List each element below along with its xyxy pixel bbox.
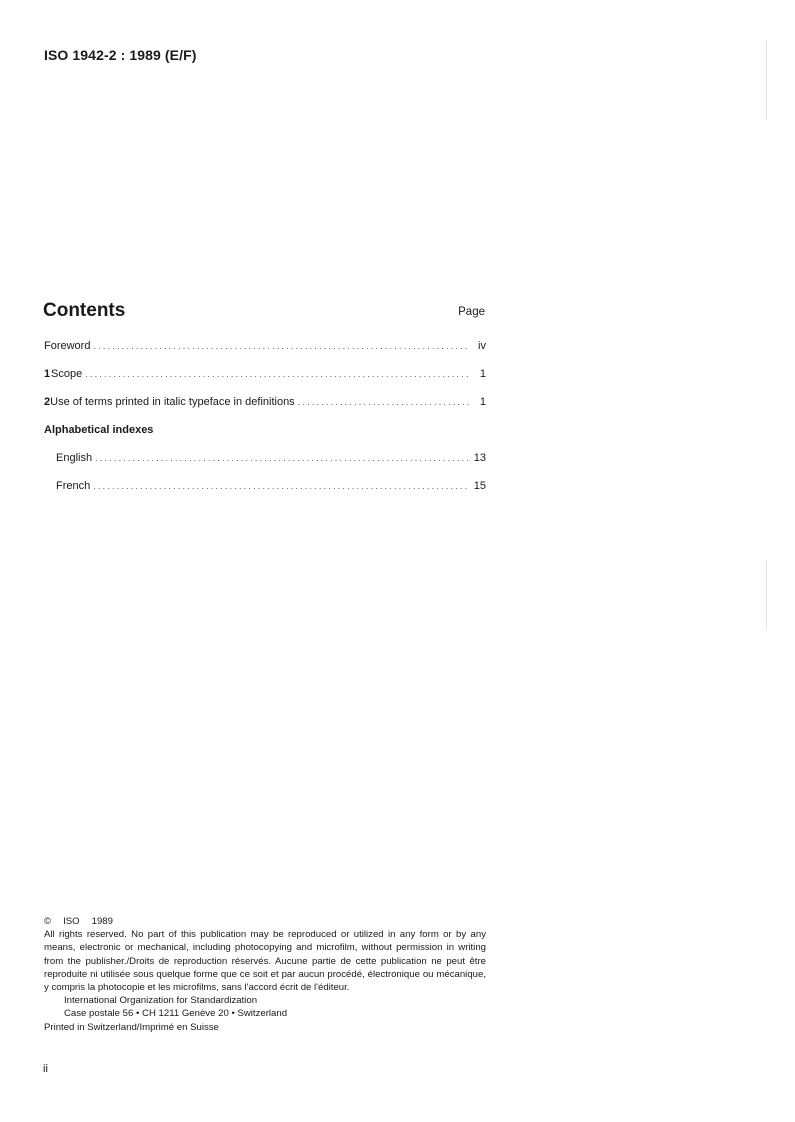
toc-entry-italic-terms[interactable] <box>44 396 486 412</box>
toc-entry-english-index[interactable] <box>56 452 486 468</box>
toc-entry-title: English <box>56 452 93 464</box>
toc-entry-number: 1 <box>44 368 51 380</box>
scan-edge-mark <box>766 40 767 120</box>
toc-entry-french-index[interactable] <box>56 480 486 496</box>
toc-entry-page: 15 <box>473 480 486 492</box>
page-number: ii <box>43 1063 48 1075</box>
copyright-org: ISO <box>63 916 80 927</box>
toc-dot-leader <box>95 453 469 463</box>
contents-title: Contents <box>43 300 126 321</box>
toc-dot-leader <box>298 397 469 407</box>
toc-entry-title: French <box>56 480 91 492</box>
copyright-line <box>44 915 486 928</box>
organization-address: Case postale 56 • CH 1211 Genève 20 • Switzerland <box>64 1008 288 1020</box>
page-column-label: Page <box>458 306 485 318</box>
toc-dot-leader <box>85 369 469 379</box>
printed-in-notice: Printed in Switzerland/Imprimé en Suisse <box>44 1021 219 1033</box>
toc-entry-foreword[interactable] <box>44 340 486 356</box>
toc-entry-title: Foreword <box>44 340 91 352</box>
organization-name: International Organization for Standardization <box>64 995 258 1007</box>
toc-entry-page: 13 <box>473 452 486 464</box>
alphabetical-indexes-heading: Alphabetical indexes <box>44 424 154 436</box>
toc-dot-leader <box>93 481 469 491</box>
copyright-symbol: © <box>44 916 52 927</box>
toc-entry-page: iv <box>478 340 486 352</box>
document-standard-id: ISO 1942-2 : 1989 (E/F) <box>44 47 197 63</box>
toc-entry-scope[interactable] <box>44 368 486 384</box>
toc-entry-number: 2 <box>44 396 51 408</box>
copyright-block <box>44 915 486 1034</box>
scan-edge-mark <box>766 560 767 630</box>
rights-notice: All rights reserved. No part of this publication may be reproduced or utilized in any form or by any means, electronic or mechanical, including photocopying and microfilm, without permission in writing from the publisher./Droits de reproduction réservés. Aucune partie de cette publication ne peut être reproduite ni utilisée sous quelque forme que ce soit et par aucun procédé, électronique ou mécanique, y compris la photocopie et les microfilms, sans l'accord écrit de l'éditeur. <box>44 929 486 994</box>
toc-entry-title: Scope <box>51 368 83 380</box>
toc-entry-page: 1 <box>479 368 486 380</box>
toc-entry-title: Use of terms printed in italic typeface in definitions <box>50 396 295 408</box>
toc-entry-page: 1 <box>479 396 486 408</box>
copyright-year: 1989 <box>91 916 113 927</box>
toc-dot-leader <box>93 341 469 351</box>
